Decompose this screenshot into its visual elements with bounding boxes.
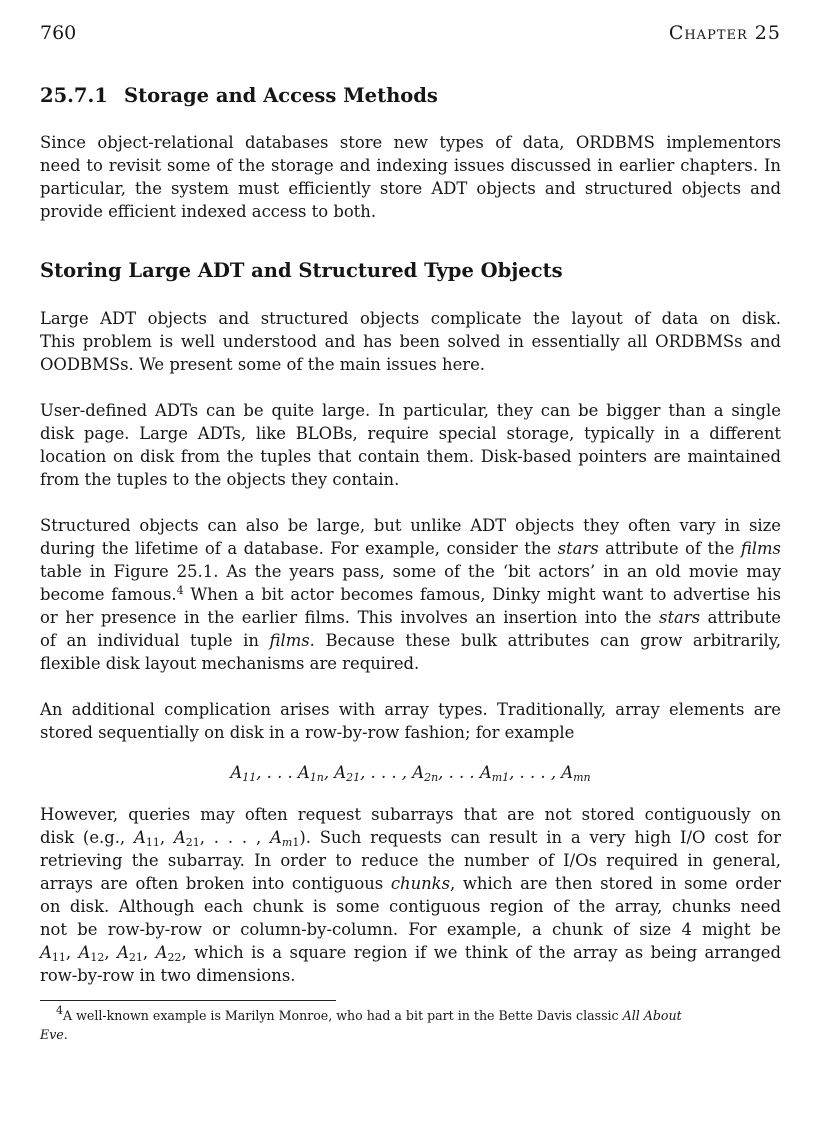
text-line: particular, the system must efficiently store ADT objects and structured objects and xyxy=(40,179,781,198)
array-equation xyxy=(40,763,781,782)
section-title: Storage and Access Methods xyxy=(124,84,438,107)
page-number: 760 xyxy=(40,22,77,44)
text-line: This problem is well understood and has been solved in essentially all ORDBMSs and xyxy=(40,332,781,351)
text-line: However, queries may often request subarrays that are not stored contiguously on xyxy=(40,805,781,824)
text-line: from the tuples to the objects they contain. xyxy=(40,470,400,489)
text-line: during the lifetime of a database. For example, consider the stars attribute of the films xyxy=(40,539,781,558)
running-header xyxy=(40,22,781,48)
paragraph-structured-objects xyxy=(40,514,781,675)
text-line: An additional complication arises with array types. Traditionally, array elements are xyxy=(40,700,781,719)
section-number: 25.7.1 xyxy=(40,84,108,107)
text-line: location on disk from the tuples that contain them. Disk-based pointers are maintained xyxy=(40,447,781,466)
subsection-heading: Storing Large ADT and Structured Type Objects xyxy=(40,259,563,282)
text-line: provide efficient indexed access to both. xyxy=(40,202,377,221)
text-line: arrays are often broken into contiguous chunks, which are then stored in some order xyxy=(40,874,781,893)
footnote-line: $^4$A well-known example is Marilyn Monroe, who had a bit part in the Bette Davis classic All About xyxy=(56,1004,682,1023)
text-line: row-by-row in two dimensions. xyxy=(40,966,296,985)
text-line: table in Figure 25.1. As the years pass, some of the ‘bit actors’ in an old movie may xyxy=(40,562,781,581)
section-heading xyxy=(40,84,438,107)
footnote-rule xyxy=(40,1000,336,1001)
text-line: retrieving the subarray. In order to reduce the number of I/Os required in general, xyxy=(40,851,781,870)
text-line: become famous.$^4$ When a bit actor becomes famous, Dinky might want to advertise his xyxy=(40,584,781,604)
text-line: on disk. Although each chunk is some contiguous region of the array, chunks need xyxy=(40,897,781,916)
text-line: disk (e.g., $A_{11}$, $A_{21}$, . . . , $A_{m1}$). Such requests can result in a very high I/O cost for xyxy=(40,828,781,849)
intro-paragraph xyxy=(40,131,781,223)
text-line: $A_{11}$, $A_{12}$, $A_{21}$, $A_{22}$, which is a square region if we think of the array as being arranged xyxy=(40,943,782,964)
paragraph-array-types xyxy=(40,698,781,744)
text-line: OODBMSs. We present some of the main issues here. xyxy=(40,355,486,374)
text-line: of an individual tuple in films. Because these bulk attributes can grow arbitrarily, xyxy=(40,631,781,650)
chapter-label: Chapter 25 xyxy=(668,22,781,44)
text-line: need to revisit some of the storage and indexing issues discussed in earlier chapters. In xyxy=(40,156,781,175)
text-line: flexible disk layout mechanisms are required. xyxy=(40,654,420,673)
text-line: User-defined ADTs can be quite large. In particular, they can be bigger than a single xyxy=(40,401,781,420)
text-line: Large ADT objects and structured objects complicate the layout of data on disk. xyxy=(40,309,781,328)
footnote xyxy=(40,1006,781,1044)
text-line: Since object-relational databases store new types of data, ORDBMS implementors xyxy=(40,133,781,152)
footnote-line: Eve. xyxy=(40,1027,68,1042)
footnote-marker: 4 xyxy=(176,584,184,597)
paragraph-user-defined-adts xyxy=(40,399,781,491)
text-line: disk page. Large ADTs, like BLOBs, require special storage, typically in a different xyxy=(40,424,781,443)
footnote-number: 4 xyxy=(56,1004,63,1017)
text-line: not be row-by-row or column-by-column. For example, a chunk of size 4 might be xyxy=(40,920,781,939)
text-line: or her presence in the earlier films. This involves an insertion into the stars attribute xyxy=(40,608,781,627)
equation-text: $A_{11}$, . . . $A_{1n}$, $A_{21}$, . . . , $A_{2n}$, . . . $A_{m1}$, . . . , $A_{mn}$ xyxy=(230,763,591,784)
text-line: Structured objects can also be large, but unlike ADT objects they often vary in size xyxy=(40,516,781,535)
text-line: stored sequentially on disk in a row-by-row fashion; for example xyxy=(40,723,575,742)
paragraph-subarrays xyxy=(40,803,781,987)
paragraph-large-objects xyxy=(40,307,781,376)
